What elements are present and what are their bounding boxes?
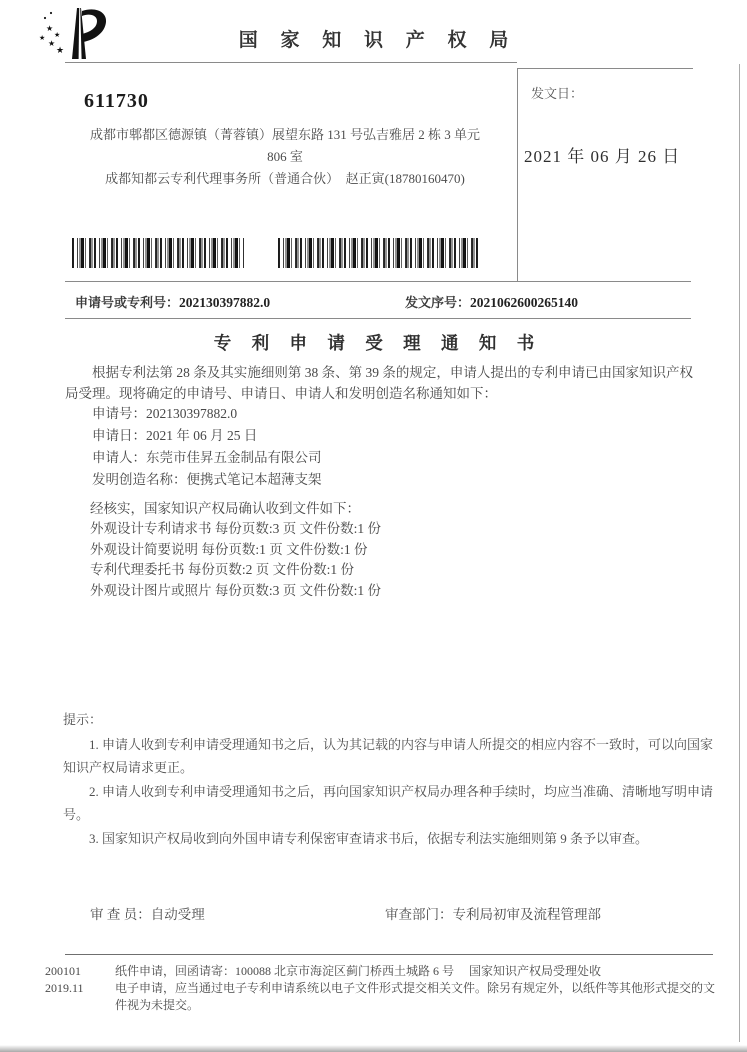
dispatch-date-value: 2021 年 06 月 26 日 [524, 147, 681, 166]
svg-text:★: ★ [46, 24, 54, 33]
application-number-row [75, 292, 270, 311]
dispatch-date-label: 发文日： [531, 86, 584, 101]
dispatch-box-top-border [517, 68, 693, 69]
field-label: 申请日： [92, 428, 146, 443]
department-label: 审查部门： [385, 907, 453, 922]
document-item: 外观设计图片或照片 每份页数:3 页 文件份数:1 份 [90, 582, 382, 598]
field-label: 发明创造名称： [92, 472, 187, 487]
field-application-date [92, 425, 322, 447]
field-value: 便携式笔记本超薄支架 [186, 472, 322, 487]
postal-code: 611730 [84, 90, 149, 112]
scan-page-bottom-edge [0, 1045, 747, 1052]
department-row [385, 903, 601, 923]
examiner-value: 自动受理 [150, 907, 205, 922]
received-documents-block [90, 499, 381, 601]
hint-item-3: 3. 国家知识产权局收到向外国申请专利保密审查请求书后，依据专利法实施细则第 9 条予以审查。 [89, 831, 649, 846]
examiner-label: 审 查 员： [90, 907, 151, 922]
footer-note-paper: 纸件申请，回函请寄：100088 北京市海淀区蓟门桥西土城路 6 号 国家知识产权局受理处收 [115, 964, 602, 978]
field-application-number [92, 403, 322, 425]
hints-title: 提示： [63, 712, 103, 727]
footer-code-1: 200101 [45, 964, 81, 978]
address-line-1: 成都市郫都区德源镇（菁蓉镇）展望东路 131 号弘吉雅居 2 栋 3 单元 [89, 127, 480, 142]
reference-strip-bottom-divider [65, 318, 691, 319]
svg-text:★: ★ [54, 31, 61, 39]
department-value: 专利局初审及流程管理部 [452, 907, 601, 922]
document-item: 专利代理委托书 每份页数:2 页 文件份数:1 份 [90, 562, 355, 578]
notice-paragraph: 根据专利法第 28 条及其实施细则第 38 条、第 39 条的规定，申请人提出的专利申请已由国家知识产权局受理。现将确定的申请号、申请日、申请人和发明创造名称通知如下： [65, 365, 693, 401]
hint-item-2: 2. 申请人收到专利申请受理通知书之后，再向国家知识产权局办理各种手续时，均应当准确、清晰地写明申请号。 [63, 784, 714, 822]
field-value: 2021 年 06 月 25 日 [146, 428, 258, 443]
footer-code-2: 2019.11 [45, 981, 84, 995]
svg-text:★: ★ [48, 39, 56, 48]
svg-text:★: ★ [39, 34, 46, 42]
footer-notes [115, 963, 715, 1014]
field-value: 202130397882.0 [146, 406, 238, 421]
field-invention-title [92, 469, 322, 491]
received-documents-intro: 经核实，国家知识产权局确认收到文件如下： [90, 501, 360, 516]
svg-text:★: ★ [56, 45, 65, 55]
notice-title: 专 利 申 请 受 理 通 知 书 [213, 333, 543, 353]
dispatch-box-left-border [517, 68, 518, 281]
field-label: 申请号： [92, 406, 146, 421]
field-value: 东莞市佳昇五金制品有限公司 [146, 450, 322, 465]
header-divider [65, 62, 517, 63]
address-line-2: 806 室 [267, 149, 303, 164]
field-label: 申请人： [92, 450, 146, 465]
barcode-application [72, 238, 244, 268]
footer-form-codes [45, 963, 84, 997]
footer-divider [65, 954, 713, 955]
application-field-list [92, 403, 322, 491]
serial-number-value: 2021062600265140 [470, 295, 579, 310]
reference-strip-top-divider [65, 281, 691, 282]
agency-title: 国 家 知 识 产 权 局 [238, 30, 518, 51]
patent-agency-line: 成都知都云专利代理事务所（普通合伙） 赵正寅(18780160470) [105, 171, 465, 186]
barcode-serial [278, 238, 478, 268]
scan-page-right-edge [739, 64, 740, 1042]
serial-number-label: 发文序号： [405, 295, 471, 310]
examiner-row [90, 903, 205, 923]
hint-item-1: 1. 申请人收到专利申请受理通知书之后，认为其记载的内容与申请人所提交的相应内容不一致时，可以向国家知识产权局请求更正。 [63, 737, 714, 775]
application-number-label: 申请号或专利号： [75, 295, 180, 310]
application-number-value: 202130397882.0 [179, 295, 271, 310]
field-applicant [92, 447, 322, 469]
document-item: 外观设计简要说明 每份页数:1 页 文件份数:1 份 [90, 541, 368, 557]
document-item: 外观设计专利请求书 每份页数:3 页 文件份数:1 份 [90, 521, 382, 537]
serial-number-row [405, 292, 578, 311]
hints-section [63, 710, 713, 851]
recipient-address [58, 124, 512, 168]
footer-note-electronic: 电子申请，应当通过电子专利申请系统以电子文件形式提交相关文件。除另有规定外，以纸件等其他形式提交的文件视为未提交。 [115, 981, 716, 1012]
